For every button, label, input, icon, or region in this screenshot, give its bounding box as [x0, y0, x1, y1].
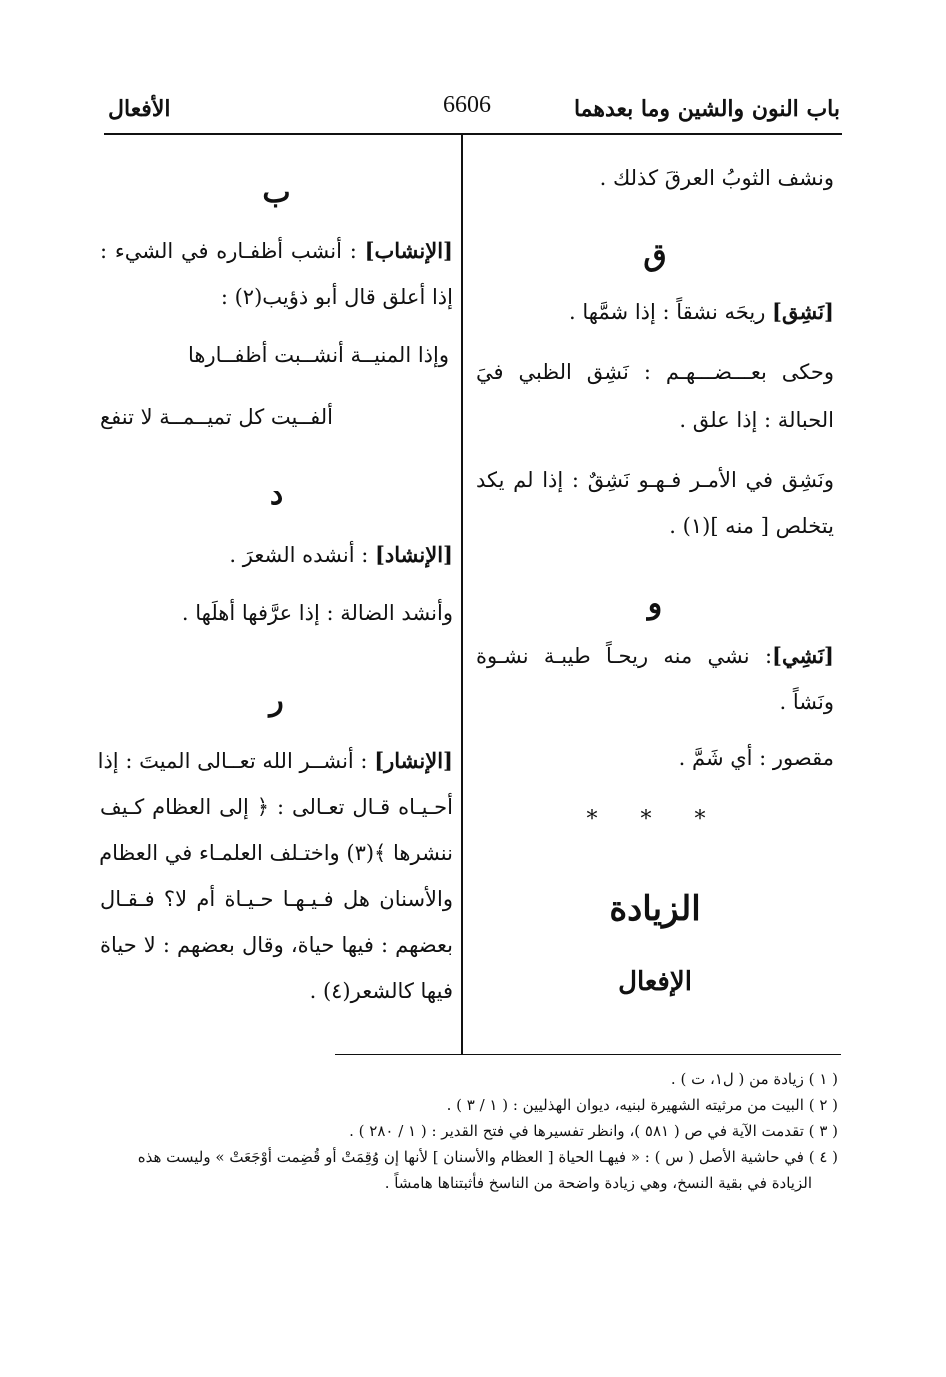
entry-head: [الإنشاد]	[374, 542, 453, 567]
separator-stars: * * *	[586, 807, 724, 832]
entry-nashi	[476, 633, 834, 679]
entry-text: ريحَه نشقاً : إذا شمَّها .	[568, 300, 773, 324]
entry-line: إذا أعلق قال أبو ذؤيب(٢) :	[220, 285, 453, 309]
intro-line: ونشف الثوبُ العرقَ كذلك .	[599, 166, 834, 190]
entry-head: [نَشِق]	[772, 299, 834, 324]
entry-inshar	[97, 738, 453, 784]
entry-head: [الإنشار]	[374, 748, 453, 773]
verse-hemistich-1: وإذا المنيــة أنشــبت أظفــارها	[188, 343, 449, 367]
left-column	[97, 168, 453, 1014]
page-number: 6606	[443, 92, 491, 118]
entry-line: والأسنان هل فـيـهـا حـيـاة أم لا؟ فـقـال	[100, 887, 453, 911]
page-header	[108, 92, 840, 132]
chapter-heading: الزيادة	[609, 889, 701, 929]
entry-text: : نشي منه ريحـاً طيبـة نشـوة	[476, 644, 773, 668]
entry-nashiq	[476, 289, 834, 335]
section-title: الأفعال	[108, 96, 171, 122]
entry-text: : أنشده الشعرَ .	[229, 543, 375, 567]
entry-line: وحكى بعـــضـــهـم : نَشِق الظبي فيَ	[476, 360, 834, 384]
sub-heading: الإفعال	[618, 967, 692, 997]
section-letter-ba: ب	[262, 175, 291, 210]
footnote-2: ( ٢ ) البيت من مرثيته الشهيرة لبنيه، ديوان الهذليين : ( ١ / ٣ ) .	[446, 1096, 838, 1114]
entry-line: الحبالة : إذا علق .	[679, 408, 834, 432]
entry-inshad	[100, 532, 453, 578]
entry-line: وأنشد الضالة : إذا عرَّفها أهلَها .	[181, 601, 453, 625]
footnote-3: ( ٣ ) تقدمت الآية في ص ( ٥٨١ )، وانظر تفسيرها في فتح القدير : ( ١ / ٢٨٠ ) .	[349, 1122, 838, 1140]
footnote-rule	[335, 1054, 841, 1055]
entry-line: ننشرها ﴾(٣) واختـلف العلمـاء في العظام	[99, 841, 453, 865]
entry-line: أحـيـاه قـال تعـالى : ﴿ إلى العظام كـيف	[100, 795, 453, 819]
entry-line: مقصور : أي شَمَّ .	[678, 746, 834, 770]
entry-text: : أنشــر الله تعــالى الميتَ : إذا	[97, 749, 375, 773]
column-divider	[461, 134, 463, 1054]
footnotes	[104, 1066, 838, 1196]
entry-head: [الإنشاب]	[364, 238, 453, 263]
footnote-4: ( ٤ ) في حاشية الأصل ( س ) : « فيهـا الحياة [ العظام والأسنان ] لأنها إن وُقِمَتْ أو قُضِمت أوْجَعَتْ » وليست هذه	[137, 1148, 838, 1166]
footnote-4-continued: الزيادة في بقية النسخ، وهي زيادة واضحة من الناسخ فأثبتناها هامشاً .	[384, 1174, 812, 1192]
entry-inshab	[100, 228, 453, 274]
footnote-1: ( ١ ) زيادة من ( ل١، ت ) .	[670, 1070, 838, 1088]
verse-hemistich-2: ألفــيت كل تميــمــة لا تنفع	[100, 405, 334, 429]
header-rule	[104, 133, 842, 135]
entry-text: : أنشب أظفـاره في الشيء :	[100, 239, 365, 263]
section-letter-dal: د	[269, 477, 284, 512]
entry-line: ونَشِق في الأمـر فـهـو نَشِقٌ : إذا لم يكد	[476, 468, 834, 492]
section-letter-ra: ر	[269, 683, 284, 718]
entry-line: بعضهم : فيها حياة، وقال بعضهم : لا حياة	[100, 933, 453, 957]
section-letter-waw: و	[647, 586, 663, 621]
section-letter-qaf: ق	[643, 238, 667, 273]
chapter-title: باب النون والشين وما بعدهما	[573, 96, 840, 122]
entry-line: ونَشاً .	[779, 690, 834, 714]
right-column	[476, 155, 834, 1007]
entry-line: يتخلص [ منه ](١) .	[669, 514, 834, 538]
entry-head: [نَشِي]	[772, 643, 834, 668]
entry-line: فيها كالشعر(٤) .	[309, 979, 453, 1003]
